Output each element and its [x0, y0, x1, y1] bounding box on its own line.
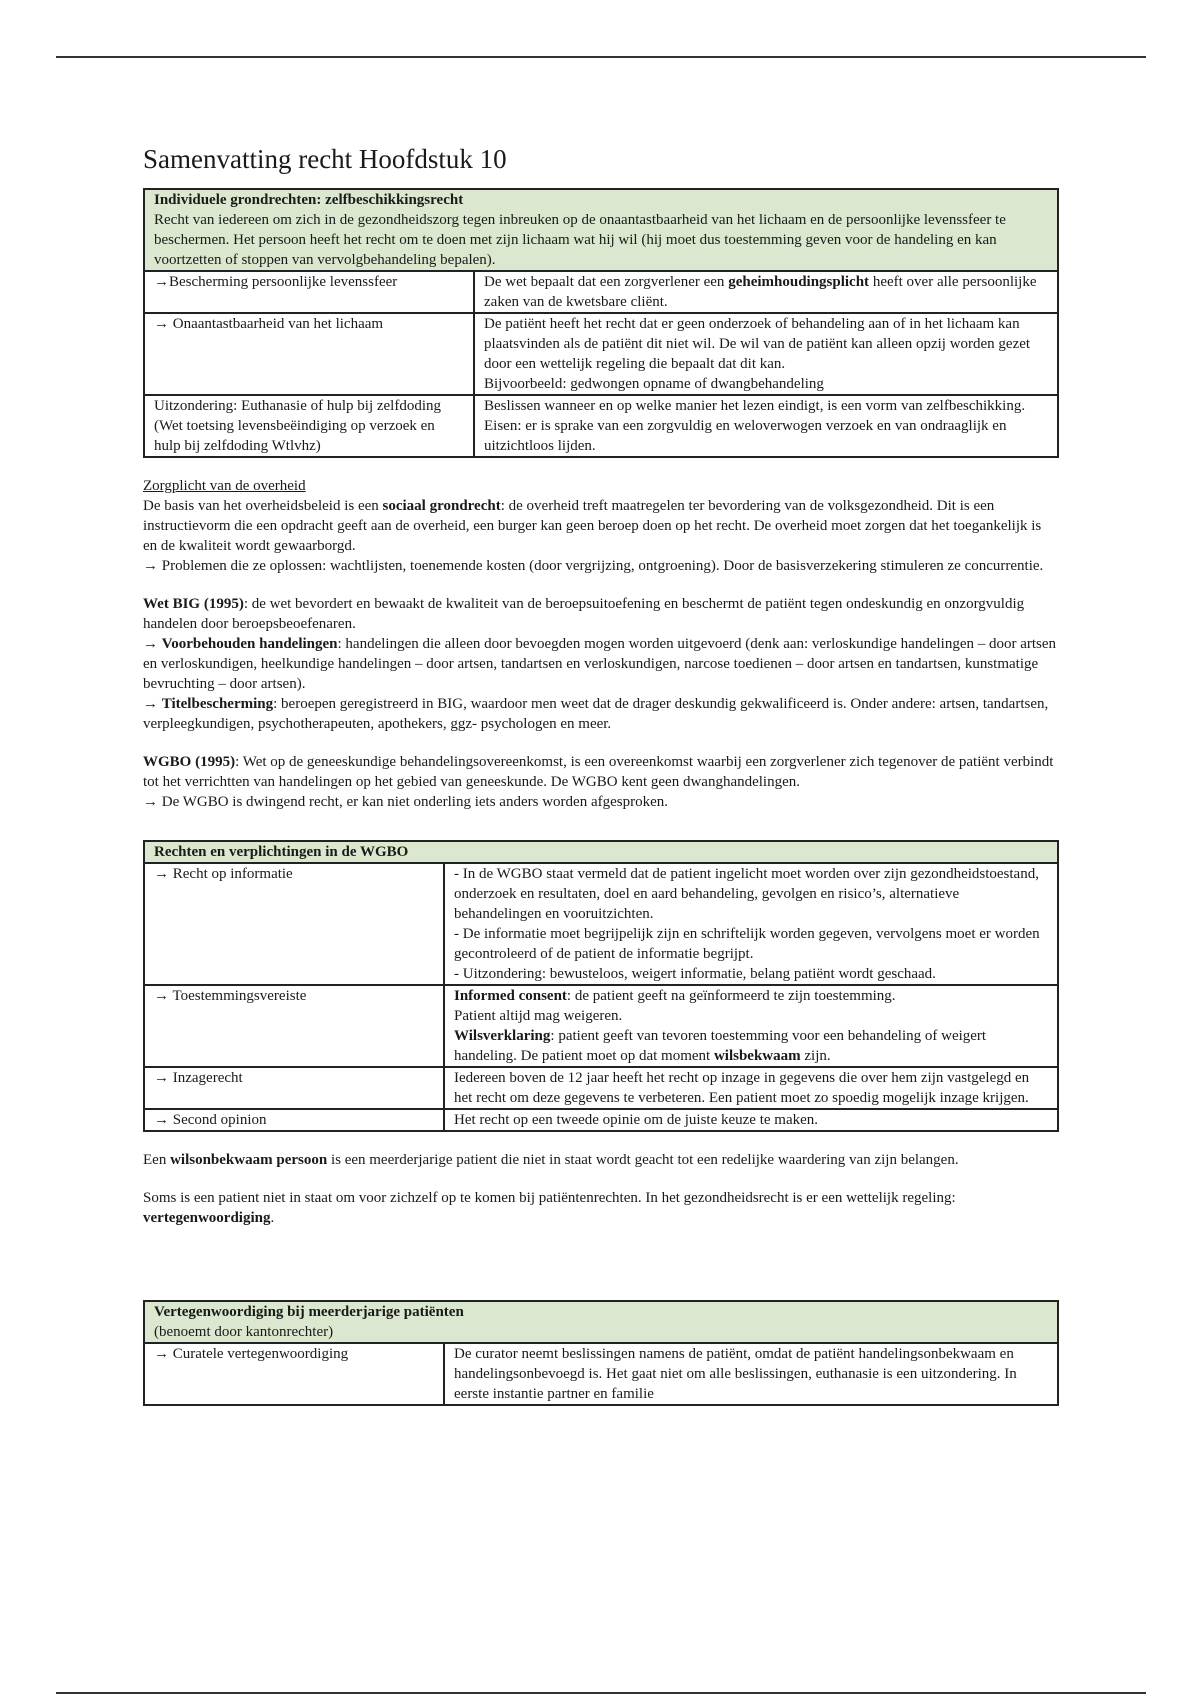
wgbo-rights-header-title: Rechten en verplichtingen in de WGBO: [154, 844, 409, 860]
table-row: [144, 863, 1058, 985]
zorgplicht-section: [143, 476, 1058, 576]
row-text: Iedereen boven de 12 jaar heeft het recht op inzage in gegevens die over hem zijn vastgelegd en het recht om deze gegevens te verbeteren. Een patient moet zo spoedig mogelijk inzage krijgen.: [444, 1067, 1058, 1109]
zelfbeschikking-header-title: Individuele grondrechten: zelfbeschikkingsrecht: [154, 192, 464, 208]
row-label: → Onaantastbaarheid van het lichaam: [144, 313, 474, 395]
zorgplicht-paragraph: De basis van het overheidsbeleid is een sociaal grondrecht: de overheid treft maatregelen ter bevordering van de volksgezondheid. Dit is een instructievorm die een opdracht geeft aan de overheid, een burger kan geen beroep doen op het recht. De overheid moet zorgen dat het toegankelijk is en de kwaliteit wordt gewaarborgd.: [143, 498, 1042, 554]
row-label: → Second opinion: [144, 1109, 444, 1131]
titelbescherming: → Titelbescherming: beroepen geregistreerd in BIG, waardoor men weet dat de drager deskundig gekwalificeerd is. Onder andere: artsen, tandartsen, verpleegkundigen, psychotherapeuten, apothekers, ggz- psychologen en meer.: [143, 696, 1049, 732]
wilsonbekwaam-paragraph: Een wilsonbekwaam persoon is een meerderjarige patient die niet in staat wordt geacht tot een redelijke waardering van zijn belangen.: [143, 1152, 959, 1168]
table-row: [144, 395, 1058, 457]
zelfbeschikking-header: [144, 189, 1058, 271]
row-label: → Toestemmingsvereiste: [144, 985, 444, 1067]
table-row: [144, 1109, 1058, 1131]
wgbo-note: → De WGBO is dwingend recht, er kan niet onderling iets anders worden afgesproken.: [143, 794, 668, 810]
top-rule: [56, 56, 1146, 58]
row-label: →Bescherming persoonlijke levenssfeer: [144, 271, 474, 313]
row-text: Het recht op een tweede opinie om de juiste keuze te maken.: [444, 1109, 1058, 1131]
row-label: → Curatele vertegenwoordiging: [144, 1343, 444, 1405]
wgbo-paragraph: WGBO (1995): Wet op de geneeskundige behandelingsovereenkomst, is een overeenkomst waarbij een zorgverlener zich tegenover de patiënt verbindt tot het verrichtten van handelingen op het gebied van geneeskunde. De WGBO kent geen dwanghandelingen.: [143, 754, 1054, 790]
voorbehouden-handelingen: → Voorbehouden handelingen: handelingen die alleen door bevoegden mogen worden uitgevoerd (denk aan: verloskundige handelingen – door artsen en verloskundigen, heelkundige handelingen – door artsen, tandartsen en verloskundigen, narcose toedienen – door artsen en tandartsen, kunstmatige bevruchting – door artsen).: [143, 636, 1057, 692]
wet-big-paragraph: Wet BIG (1995): de wet bevordert en bewaakt de kwaliteit van de beroepsuitoefening en beschermt de patiënt tegen ondeskundig en onzorgvuldig handelen door beroepsbeoefenaren.: [143, 596, 1025, 632]
zelfbeschikking-header-text: Recht van iedereen om zich in de gezondheidszorg tegen inbreuken op de onaantastbaarheid van het lichaam en de persoonlijke levenssfeer te beschermen. Het persoon heeft het recht om te doen met zijn lichaam wat hij wil (hij moet dus toestemming geven voor de handeling en kan voortzetten of stoppen van vervolgbehandeling bepalen).: [154, 212, 1006, 268]
vertegenwoordiging-header-title: Vertegenwoordiging bij meerderjarige patiënten: [154, 1304, 464, 1320]
zorgplicht-heading: Zorgplicht van de overheid: [143, 478, 306, 494]
row-text: De curator neemt beslissingen namens de patiënt, omdat de patiënt handelingsonbekwaam en handelingsonbevoegd is. Het gaat niet om alle beslissingen, euthanasie is een uitzondering. In eerste instantie partner en familie: [444, 1343, 1058, 1405]
vertegenwoordiging-table: [143, 1300, 1059, 1406]
table-row: [144, 985, 1058, 1067]
wgbo-rights-table: [143, 840, 1059, 1132]
table-row: [144, 271, 1058, 313]
row-label: Uitzondering: Euthanasie of hulp bij zelfdoding (Wet toetsing levensbeëindiging op verzoek en hulp bij zelfdoding Wtlvhz): [144, 395, 474, 457]
wet-big-section: [143, 594, 1058, 734]
table-row: [144, 1067, 1058, 1109]
page-title: Samenvatting recht Hoofdstuk 10: [143, 144, 507, 174]
table-row: [144, 1343, 1058, 1405]
row-text: De patiënt heeft het recht dat er geen onderzoek of behandeling aan of in het lichaam kan plaatsvinden als de patiënt dit niet wil. De wil van de patiënt kan alleen opzij worden gezet door een wettelijk regeling die bepaalt dat dit kan. Bijvoorbeeld: gedwongen opname of dwangbehandeling: [474, 313, 1058, 395]
zorgplicht-problems: → Problemen die ze oplossen: wachtlijsten, toenemende kosten (door vergrijzing, ontgroening). Door de basisverzekering stimuleren ze concurrentie.: [143, 558, 1044, 574]
row-text: De wet bepaalt dat een zorgverlener een geheimhoudingsplicht heeft over alle persoonlijke zaken van de kwetsbare cliënt.: [474, 271, 1058, 313]
vertegenwoordiging-header-sub: (benoemt door kantonrechter): [154, 1324, 334, 1340]
bottom-rule: [56, 1692, 1146, 1694]
row-label: → Inzagerecht: [144, 1067, 444, 1109]
document-body: [143, 142, 1058, 1406]
row-label: → Recht op informatie: [144, 863, 444, 985]
vertegenwoordiging-paragraph: Soms is een patient niet in staat om voor zichzelf op te komen bij patiëntenrechten. In het gezondheidsrecht is er een wettelijk regeling: vertegenwoordiging.: [143, 1190, 956, 1226]
table-row: [144, 313, 1058, 395]
zelfbeschikking-table: [143, 188, 1059, 458]
wgbo-rights-header: [144, 841, 1058, 863]
row-text: - In de WGBO staat vermeld dat de patient ingelicht moet worden over zijn gezondheidstoestand, onderzoek en resultaten, doel en aard behandeling, gevolgen en risico’s, alternatieve behandelingen en vooruitzichten. - De informatie moet begrijpelijk zijn en schriftelijk worden gegeven, vervolgens moet er worden gecontroleerd of de patient de informatie begrijpt. - Uitzondering: bewusteloos, weigert informatie, belang patiënt wordt geschaad.: [444, 863, 1058, 985]
row-text: Informed consent: de patient geeft na geïnformeerd te zijn toestemming. Patient altijd mag weigeren. Wilsverklaring: patient geeft van tevoren toestemming voor een behandeling of weigert handeling. De patient moet op dat moment wilsbekwaam zijn.: [444, 985, 1058, 1067]
row-text: Beslissen wanneer en op welke manier het lezen eindigt, is een vorm van zelfbeschikking. Eisen: er is sprake van een zorgvuldig en weloverwogen verzoek en van ondraaglijk en uitzichtloos lijden.: [474, 395, 1058, 457]
vertegenwoordiging-header: [144, 1301, 1058, 1343]
wgbo-section: [143, 752, 1058, 812]
